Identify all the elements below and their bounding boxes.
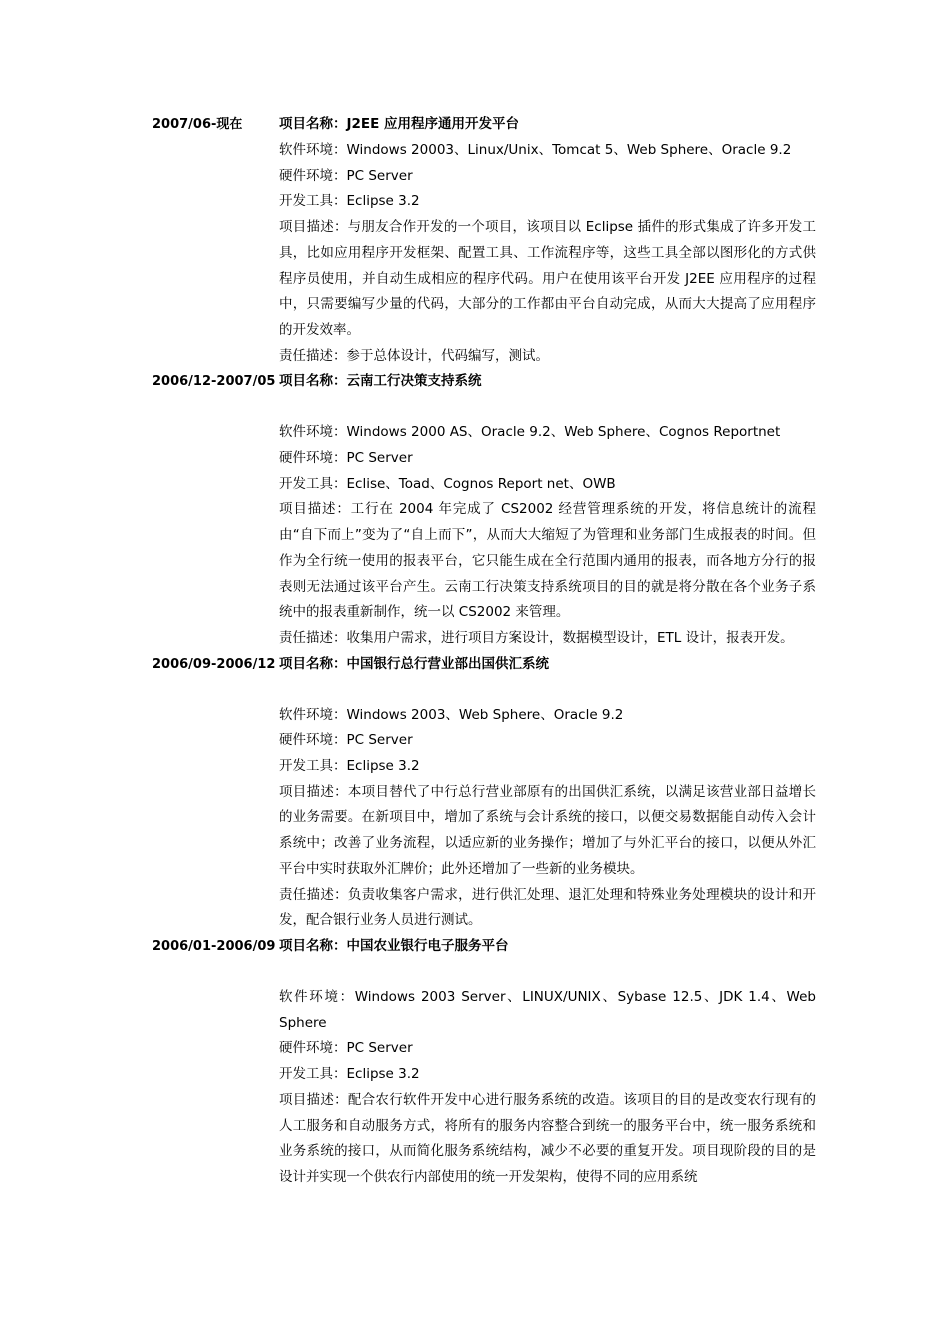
- software-environment: 软件环境：Windows 2003 Server、LINUX/UNIX、Sybase 12.5、JDK 1.4、Web Sphere: [279, 988, 816, 1031]
- project-description: 项目描述：配合农行软件开发中心进行服务系统的改造。该项目的目的是改变农行现有的人工服务和自动服务方式，将所有的服务内容整合到统一的服务平台中，统一服务系统和业务系统的接口，从而简化服务系统结构，减少不必要的重复开发。项目现阶段的目的是设计并实现一个供农行内部使用的统一开发架构，使得不同的应用系统: [279, 1091, 816, 1185]
- development-tools: 开发工具：Eclipse 3.2: [279, 758, 420, 775]
- hardware-environment: 硬件环境：PC Server: [279, 1040, 413, 1057]
- resume-project-list: [152, 112, 816, 1191]
- responsibility-description: 责任描述：负责收集客户需求，进行供汇处理、退汇处理和特殊业务处理模块的设计和开发，配合银行业务人员进行测试。: [279, 886, 816, 929]
- project-details: [279, 652, 816, 934]
- project-date: 2006/12-2007/05: [152, 374, 276, 390]
- project-title: 项目名称：云南工行决策支持系统: [279, 373, 482, 390]
- software-environment: 软件环境：Windows 2003、Web Sphere、Oracle 9.2: [279, 706, 624, 723]
- development-tools: 开发工具：Eclise、Toad、Cognos Report net、OWB: [279, 475, 616, 492]
- responsibility-description: 责任描述：收集用户需求，进行项目方案设计，数据模型设计，ETL 设计，报表开发。: [279, 629, 794, 646]
- project-entry: [152, 369, 816, 651]
- responsibility-description: 责任描述：参于总体设计，代码编写，测试。: [279, 347, 549, 364]
- project-description: 项目描述：本项目替代了中行总行营业部原有的出国供汇系统，以满足该营业部日益增长的业务需要。在新项目中，增加了系统与会计系统的接口，以便交易数据能自动传入会计系统中；改善了业务流程，以适应新的业务操作；增加了与外汇平台的接口，以便从外汇平台中实时获取外汇牌价；此外还增加了一些新的业务模块。: [279, 783, 816, 877]
- project-date: 2007/06-现在: [152, 117, 243, 132]
- project-description: 项目描述：工行在 2004 年完成了 CS2002 经营管理系统的开发，将信息统计的流程由“自下而上”变为了“自上而下”，从而大大缩短了为管理和业务部门生成报表的时间。但作为全行统一使用的报表平台，它只能生成在全行范围内通用的报表，而各地方分行的报表则无法通过该平台产生。云南工行决策支持系统项目的目的就是将分散在各个业务子系统中的报表重新制作，统一以 CS2002 来管理。: [279, 501, 816, 621]
- project-details: [279, 934, 816, 1191]
- project-details: [279, 112, 816, 369]
- project-details: [279, 369, 816, 651]
- project-date: 2006/09-2006/12: [152, 656, 276, 672]
- software-environment: 软件环境：Windows 2000 AS、Oracle 9.2、Web Sphere、Cognos Reportnet: [279, 424, 781, 441]
- software-environment: 软件环境：Windows 20003、Linux/Unix、Tomcat 5、Web Sphere、Oracle 9.2: [279, 142, 792, 158]
- hardware-environment: 硬件环境：PC Server: [279, 167, 413, 184]
- project-entry: [152, 934, 816, 1191]
- project-entry: [152, 652, 816, 934]
- development-tools: 开发工具：Eclipse 3.2: [279, 1066, 420, 1083]
- project-entry: [152, 112, 816, 369]
- hardware-environment: 硬件环境：PC Server: [279, 450, 413, 467]
- project-title: 项目名称：中国银行总行营业部出国供汇系统: [279, 655, 549, 672]
- hardware-environment: 硬件环境：PC Server: [279, 732, 413, 749]
- project-title: 项目名称：中国农业银行电子服务平台: [279, 937, 509, 954]
- development-tools: 开发工具：Eclipse 3.2: [279, 193, 420, 210]
- project-date: 2006/01-2006/09: [152, 938, 276, 954]
- project-description: 项目描述：与朋友合作开发的一个项目，该项目以 Eclipse 插件的形式集成了许多开发工具，比如应用程序开发框架、配置工具、工作流程序等，这些工具全部以图形化的方式供程序员使用，并自动生成相应的程序代码。用户在使用该平台开发 J2EE 应用程序的过程中，只需要编写少量的代码，大部分的工作都由平台自动完成，从而大大提高了应用程序的开发效率。: [279, 219, 816, 338]
- project-title: 项目名称：J2EE 应用程序通用开发平台: [279, 116, 520, 132]
